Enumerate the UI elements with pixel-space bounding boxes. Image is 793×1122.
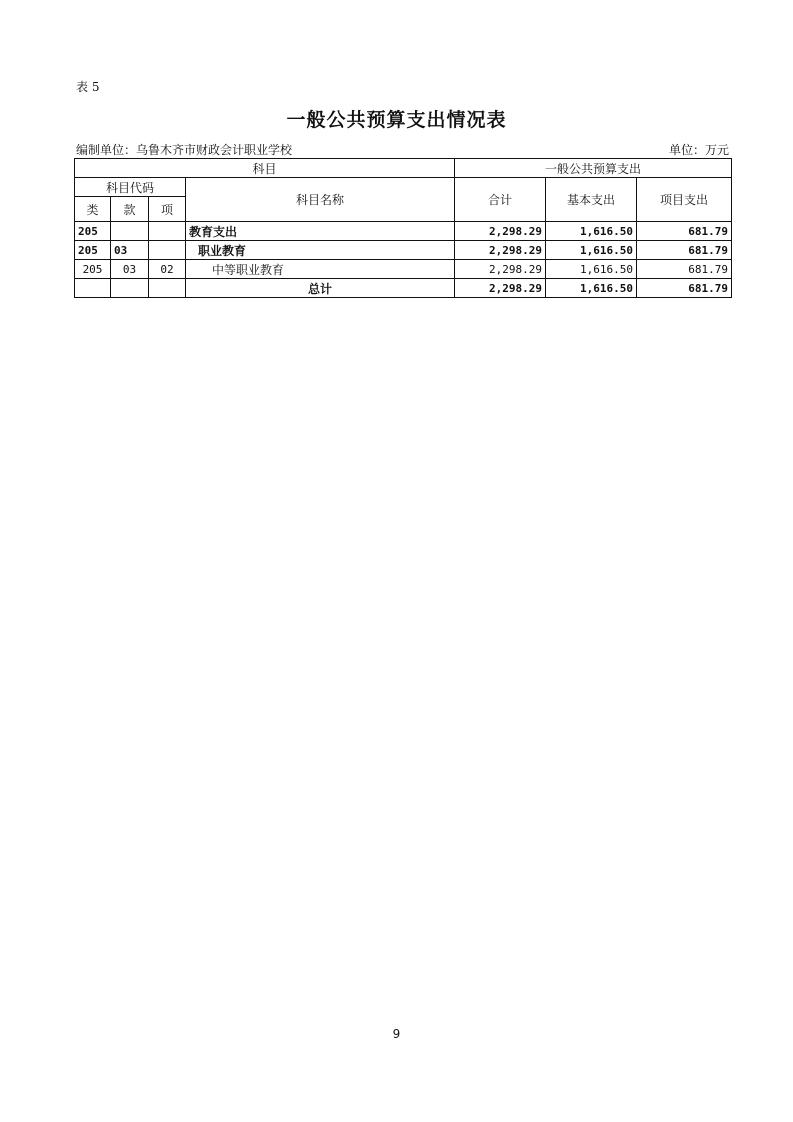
cell-basic: 1,616.50	[546, 260, 637, 279]
total-basic: 1,616.50	[546, 279, 637, 298]
header-kuan: 款	[111, 197, 149, 222]
cell-xiang	[149, 241, 186, 260]
cell-total: 2,298.29	[455, 260, 546, 279]
cell-project: 681.79	[637, 222, 732, 241]
page-title: 一般公共预算支出情况表	[286, 109, 507, 131]
header-xiang: 项	[149, 197, 186, 222]
cell-xiang: 02	[149, 260, 186, 279]
cell-xiang	[149, 222, 186, 241]
cell-project: 681.79	[637, 241, 732, 260]
cell-empty	[111, 279, 149, 298]
table-row	[75, 260, 732, 279]
cell-lei: 205	[75, 222, 111, 241]
cell-name: 职业教育	[186, 241, 455, 260]
header-project: 项目支出	[637, 178, 732, 222]
page-number: 9	[392, 1027, 401, 1041]
org-label: 编制单位：乌鲁木齐市财政会计职业学校	[76, 143, 293, 157]
table-number: 表 5	[76, 80, 100, 94]
header-expenditure: 一般公共预算支出	[455, 159, 732, 178]
cell-kuan: 03	[111, 241, 149, 260]
header-name: 科目名称	[186, 178, 455, 222]
cell-kuan	[111, 222, 149, 241]
total-row	[75, 279, 732, 298]
cell-empty	[149, 279, 186, 298]
header-total: 合计	[455, 178, 546, 222]
cell-total: 2,298.29	[455, 222, 546, 241]
total-label: 总计	[186, 279, 455, 298]
cell-basic: 1,616.50	[546, 222, 637, 241]
table-row	[75, 241, 732, 260]
total-total: 2,298.29	[455, 279, 546, 298]
budget-table	[74, 158, 732, 298]
header-lei: 类	[75, 197, 111, 222]
cell-basic: 1,616.50	[546, 241, 637, 260]
total-project: 681.79	[637, 279, 732, 298]
header-code: 科目代码	[75, 178, 186, 197]
cell-lei: 205	[75, 260, 111, 279]
header-basic: 基本支出	[546, 178, 637, 222]
cell-total: 2,298.29	[455, 241, 546, 260]
unit-label: 单位：万元	[668, 143, 729, 157]
cell-project: 681.79	[637, 260, 732, 279]
header-subject: 科目	[75, 159, 455, 178]
cell-empty	[75, 279, 111, 298]
cell-kuan: 03	[111, 260, 149, 279]
cell-name: 中等职业教育	[186, 260, 455, 279]
table-row	[75, 222, 732, 241]
cell-lei: 205	[75, 241, 111, 260]
cell-name: 教育支出	[186, 222, 455, 241]
